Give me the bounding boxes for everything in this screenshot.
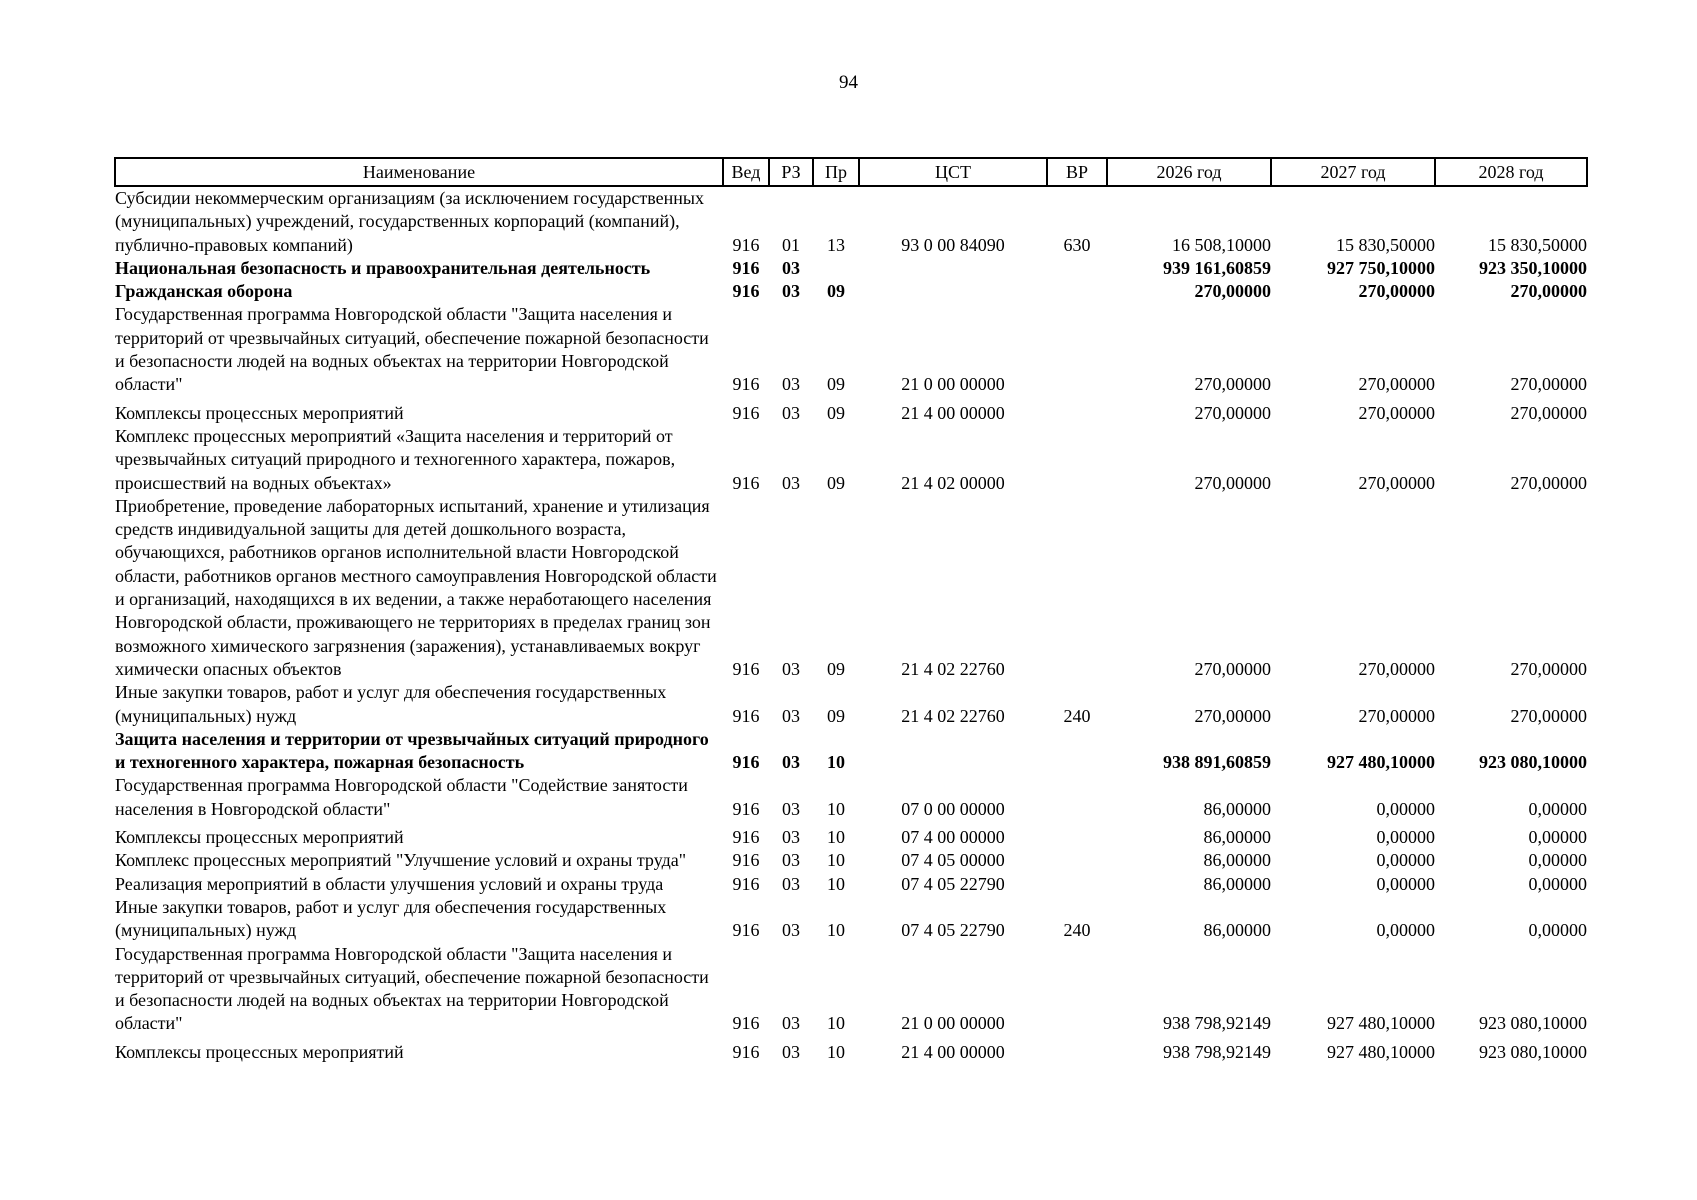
row-cst: 07 4 00 00000 — [901, 827, 1005, 848]
row-2026: 86,00000 — [1203, 798, 1271, 819]
row-2026: 86,00000 — [1203, 873, 1271, 894]
row-name: Субсидии некоммерческим организациям (за исключением государственных (муниципальных) учреждений, государственных корпораций (компаний), публично-правовых компаний) — [115, 188, 705, 255]
row-2027: 270,00000 — [1358, 374, 1435, 395]
row-vr — [1047, 873, 1107, 896]
row-rz: 03 — [782, 1041, 800, 1062]
row-2026: 938 798,92149 — [1163, 1013, 1271, 1034]
row-vr — [1047, 1041, 1107, 1064]
row-cst — [859, 728, 1047, 775]
row-rz: 03 — [782, 472, 800, 493]
row-ved: 916 — [732, 705, 760, 726]
row-pr: 10 — [827, 873, 845, 894]
row-2026: 270,00000 — [1194, 402, 1271, 423]
row-name: Комплексы процессных мероприятий — [115, 1041, 404, 1062]
row-rz: 03 — [782, 920, 800, 941]
row-ved: 916 — [732, 1013, 760, 1034]
header-2028: 2028 год — [1435, 158, 1587, 186]
row-2028: 0,00000 — [1528, 920, 1587, 941]
row-vr — [1047, 402, 1107, 425]
row-pr: 09 — [827, 281, 845, 302]
row-rz: 03 — [782, 850, 800, 871]
row-cst: 21 0 00 00000 — [901, 1013, 1005, 1034]
row-2028: 0,00000 — [1528, 798, 1587, 819]
row-pr: 09 — [827, 374, 845, 395]
row-name: Иные закупки товаров, работ и услуг для обеспечения государственных (муниципальных) нужд — [115, 896, 667, 941]
row-rz: 03 — [782, 752, 800, 773]
row-ved: 916 — [732, 402, 760, 423]
row-2027: 927 480,10000 — [1327, 752, 1435, 773]
row-name: Комплекс процессных мероприятий «Защита населения и территорий от чрезвычайных ситуаций природного и техногенного характера, пожаров, происшествий на водных объектах» — [115, 425, 676, 493]
row-2026: 270,00000 — [1194, 281, 1271, 302]
row-2027: 0,00000 — [1376, 827, 1435, 848]
row-pr: 09 — [827, 472, 845, 493]
row-ved: 916 — [732, 827, 760, 848]
row-rz: 03 — [782, 374, 800, 395]
row-name: Иные закупки товаров, работ и услуг для обеспечения государственных (муниципальных) нужд — [115, 682, 667, 726]
table-row — [115, 681, 1587, 728]
row-cst: 21 4 00 00000 — [901, 1041, 1005, 1062]
row-rz: 03 — [782, 402, 800, 423]
row-2027: 270,00000 — [1358, 402, 1435, 423]
row-name: Комплексы процессных мероприятий — [115, 827, 404, 848]
row-pr — [813, 257, 859, 280]
row-name: Государственная программа Новгородской области "Защита населения и территорий от чрезвычайных ситуаций, обеспечение пожарной безопасности и безопасности людей на водных объектах на территории Новгородской области" — [115, 943, 709, 1034]
row-2027: 15 830,50000 — [1336, 234, 1435, 255]
row-pr: 10 — [827, 827, 845, 848]
row-2027: 0,00000 — [1376, 850, 1435, 871]
row-2027: 927 750,10000 — [1327, 257, 1435, 278]
row-vr — [1047, 826, 1107, 849]
row-rz: 03 — [782, 1013, 800, 1034]
table-row — [115, 826, 1587, 849]
row-pr: 10 — [827, 920, 845, 941]
table-row — [115, 303, 1587, 401]
table-row — [115, 873, 1587, 896]
row-name: Комплексы процессных мероприятий — [115, 402, 404, 423]
row-cst: 21 4 02 22760 — [901, 705, 1005, 726]
row-vr — [1047, 257, 1107, 280]
row-ved: 916 — [732, 234, 760, 255]
row-2026: 270,00000 — [1194, 705, 1271, 726]
row-ved: 916 — [732, 798, 760, 819]
row-cst: 07 4 05 00000 — [901, 850, 1005, 871]
row-pr: 09 — [827, 402, 845, 423]
table-row — [115, 849, 1587, 872]
row-name: Государственная программа Новгородской области "Защита населения и территорий от чрезвычайных ситуаций, обеспечение пожарной безопасности и безопасности людей на водных объектах на территории Новгородской области" — [115, 304, 709, 395]
row-ved: 916 — [732, 873, 760, 894]
row-name: Защита населения и территории от чрезвычайных ситуаций природного и техногенного характера, пожарная безопасность — [115, 728, 709, 773]
row-cst: 93 0 00 84090 — [901, 234, 1005, 255]
row-vr: 240 — [1063, 705, 1091, 726]
row-2027: 927 480,10000 — [1327, 1013, 1435, 1034]
row-ved: 916 — [732, 658, 760, 679]
row-cst: 07 0 00 00000 — [901, 798, 1005, 819]
page-number: 94 — [839, 72, 858, 93]
row-ved: 916 — [732, 374, 760, 395]
row-vr — [1047, 774, 1107, 826]
row-2028: 270,00000 — [1510, 374, 1587, 395]
row-ved: 916 — [732, 752, 760, 773]
row-ved: 916 — [732, 920, 760, 941]
table-row — [115, 896, 1587, 943]
row-vr — [1047, 943, 1107, 1041]
row-name: Государственная программа Новгородской области "Содействие занятости населения в Новгородской области" — [115, 775, 688, 819]
header-rz: РЗ — [769, 158, 813, 186]
row-name: Комплекс процессных мероприятий "Улучшение условий и охраны труда" — [115, 850, 687, 871]
row-2026: 86,00000 — [1203, 827, 1271, 848]
row-2027: 0,00000 — [1376, 873, 1435, 894]
row-cst — [859, 257, 1047, 280]
header-2027: 2027 год — [1271, 158, 1435, 186]
row-rz: 01 — [782, 234, 800, 255]
row-2028: 923 080,10000 — [1479, 752, 1587, 773]
row-ved: 916 — [732, 1041, 760, 1062]
row-vr — [1047, 728, 1107, 775]
row-cst: 21 4 00 00000 — [901, 402, 1005, 423]
header-vr: ВР — [1047, 158, 1107, 186]
row-pr: 09 — [827, 658, 845, 679]
row-2026: 938 798,92149 — [1163, 1041, 1271, 1062]
row-cst: 21 4 02 00000 — [901, 472, 1005, 493]
header-name: Наименование — [115, 158, 723, 186]
table-row — [115, 495, 1587, 681]
row-vr — [1047, 280, 1107, 303]
row-2027: 270,00000 — [1358, 472, 1435, 493]
row-2026: 270,00000 — [1194, 658, 1271, 679]
header-pr: Пр — [813, 158, 859, 186]
row-2028: 923 080,10000 — [1479, 1013, 1587, 1034]
table-row — [115, 943, 1587, 1041]
row-2028: 270,00000 — [1510, 281, 1587, 302]
row-2028: 270,00000 — [1510, 658, 1587, 679]
row-2028: 270,00000 — [1510, 705, 1587, 726]
table-row — [115, 186, 1587, 257]
table-header-row — [115, 158, 1587, 186]
row-2028: 0,00000 — [1528, 827, 1587, 848]
row-pr: 10 — [827, 1013, 845, 1034]
table-row — [115, 728, 1587, 775]
table-row — [115, 257, 1587, 280]
budget-table — [114, 157, 1588, 1064]
row-name: Гражданская оборона — [115, 281, 293, 302]
row-2026: 86,00000 — [1203, 920, 1271, 941]
row-2026: 270,00000 — [1194, 374, 1271, 395]
row-pr: 10 — [827, 1041, 845, 1062]
row-vr — [1047, 303, 1107, 401]
row-ved: 916 — [732, 472, 760, 493]
header-ved: Вед — [723, 158, 769, 186]
row-cst: 21 4 02 22760 — [901, 658, 1005, 679]
row-name: Приобретение, проведение лабораторных испытаний, хранение и утилизация средств индивидуальной защиты для детей дошкольного возраста, обучающихся, работников органов исполнительной власти Новгородской области, работников органов местного самоуправления Новгородской области и организаций, находящихся в их ведении, а также неработающего населения Новгородской области, проживающего не территориях в пределах границ зон возможного химического загрязнения (заражения), устанавливаемых вокруг химически опасных объектов — [115, 495, 717, 679]
row-cst — [859, 280, 1047, 303]
row-ved: 916 — [732, 281, 760, 302]
row-pr: 09 — [827, 705, 845, 726]
row-ved: 916 — [732, 850, 760, 871]
row-rz: 03 — [782, 658, 800, 679]
row-2026: 86,00000 — [1203, 850, 1271, 871]
row-vr — [1047, 849, 1107, 872]
row-2028: 15 830,50000 — [1488, 234, 1587, 255]
table-row — [115, 402, 1587, 425]
row-rz: 03 — [782, 873, 800, 894]
row-rz: 03 — [782, 281, 800, 302]
row-rz: 03 — [782, 705, 800, 726]
row-pr: 10 — [827, 752, 845, 773]
header-2026: 2026 год — [1107, 158, 1271, 186]
row-pr: 10 — [827, 798, 845, 819]
row-vr: 240 — [1063, 920, 1091, 941]
row-rz: 03 — [782, 798, 800, 819]
row-2028: 0,00000 — [1528, 873, 1587, 894]
row-2028: 923 080,10000 — [1479, 1041, 1587, 1062]
row-cst: 07 4 05 22790 — [901, 920, 1005, 941]
row-vr — [1047, 425, 1107, 495]
row-2028: 0,00000 — [1528, 850, 1587, 871]
row-2026: 270,00000 — [1194, 472, 1271, 493]
row-2027: 0,00000 — [1376, 920, 1435, 941]
row-vr — [1047, 495, 1107, 681]
row-pr: 13 — [827, 234, 845, 255]
row-2027: 270,00000 — [1358, 281, 1435, 302]
row-2026: 938 891,60859 — [1163, 752, 1271, 773]
row-2027: 0,00000 — [1376, 798, 1435, 819]
row-cst: 07 4 05 22790 — [901, 873, 1005, 894]
table-row — [115, 1041, 1587, 1064]
row-name: Национальная безопасность и правоохранительная деятельность — [115, 257, 651, 278]
table-row — [115, 425, 1587, 495]
row-ved: 916 — [732, 257, 760, 278]
row-pr: 10 — [827, 850, 845, 871]
row-2028: 923 350,10000 — [1479, 257, 1587, 278]
row-2027: 927 480,10000 — [1327, 1041, 1435, 1062]
row-2027: 270,00000 — [1358, 705, 1435, 726]
row-rz: 03 — [782, 827, 800, 848]
table-row — [115, 774, 1587, 826]
header-cst: ЦСТ — [859, 158, 1047, 186]
row-name: Реализация мероприятий в области улучшения условий и охраны труда — [115, 873, 664, 894]
row-2026: 16 508,10000 — [1172, 234, 1271, 255]
row-2028: 270,00000 — [1510, 472, 1587, 493]
row-2028: 270,00000 — [1510, 402, 1587, 423]
row-cst: 21 0 00 00000 — [901, 374, 1005, 395]
row-2026: 939 161,60859 — [1163, 257, 1271, 278]
row-2027: 270,00000 — [1358, 658, 1435, 679]
row-vr: 630 — [1063, 234, 1091, 255]
row-rz: 03 — [782, 257, 800, 278]
table-row — [115, 280, 1587, 303]
